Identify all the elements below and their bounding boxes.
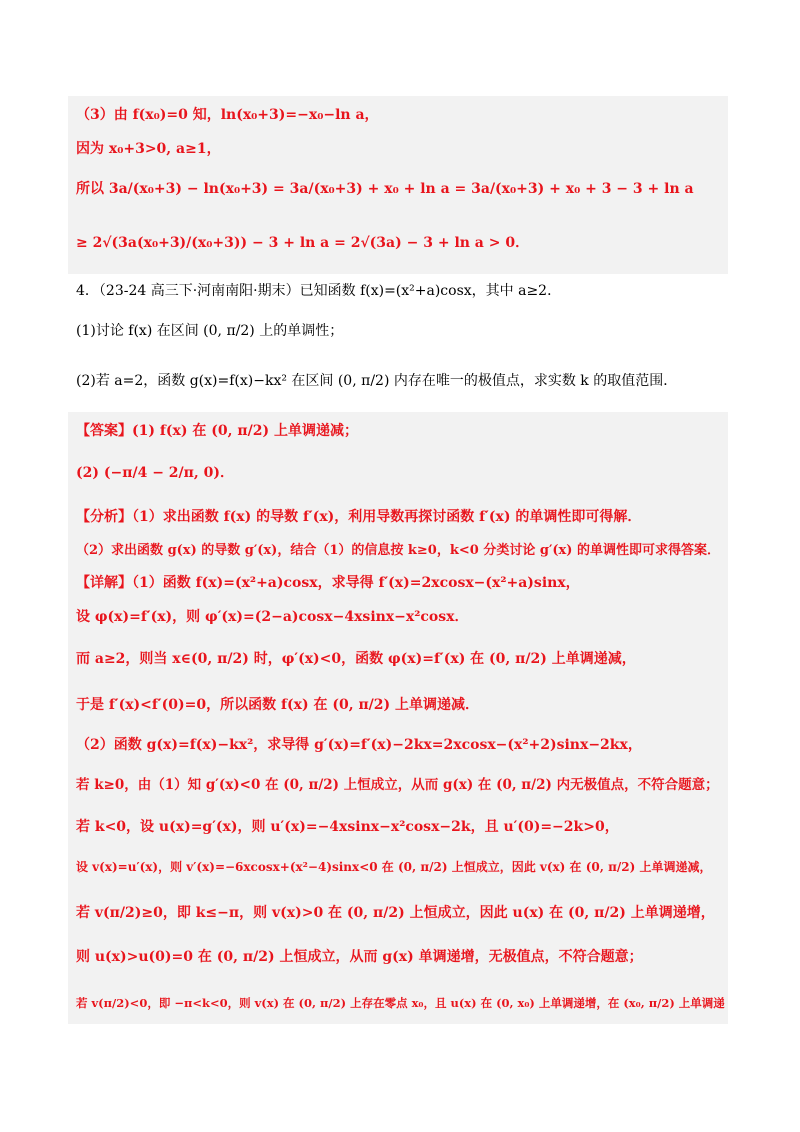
- analysis-line-2: （2）求出函数 g(x) 的导数 g′(x)，结合（1）的信息按 k≥0，k<0 分类讨论 g′(x) 的单调性即可求得答案．: [76, 543, 720, 558]
- solution-shade-bottom: [68, 412, 728, 1024]
- problem-4-part-1: (1)讨论 f(x) 在区间 (0, π/2) 上的单调性；: [76, 323, 344, 339]
- detail-line-2: 设 φ(x)=f′(x)，则 φ′(x)=(2−a)cosx−4xsinx−x²cosx．: [76, 609, 469, 625]
- line-2: 因为 x₀+3>0, a≥1，: [76, 141, 221, 157]
- problem-4-stem: 4．（23-24 高三下·河南南阳·期末）已知函数 f(x)=(x²+a)cosx，其中 a≥2．: [76, 283, 562, 299]
- line-4: ≥ 2√(3a(x₀+3)/(x₀+3)) − 3 + ln a = 2√(3a) − 3 + ln a > 0．: [76, 235, 530, 251]
- line-1: （3）由 f(x₀)=0 知，ln(x₀+3)=−x₀−ln a，: [76, 107, 379, 123]
- detail-line-4: 于是 f′(x)<f′(0)=0，所以函数 f(x) 在 (0, π/2) 上单调递减．: [76, 697, 480, 713]
- detail-line-9: 若 v(π/2)≥0，即 k≤−π，则 v(x)>0 在 (0, π/2) 上恒成立，因此 u(x) 在 (0, π/2) 上单调递增，: [76, 905, 715, 921]
- detail-line-7: 若 k<0，设 u(x)=g′(x)，则 u′(x)=−4xsinx−x²cosx−2k，且 u′(0)=−2k>0，: [76, 819, 619, 835]
- answer-line-2: (2) (−π/4 − 2/π, 0)．: [76, 465, 235, 481]
- analysis-line-1: 【分析】（1）求出函数 f(x) 的导数 f′(x)，利用导数再探讨函数 f′(x) 的单调性即可得解．: [76, 509, 642, 525]
- detail-line-5: （2）函数 g(x)=f(x)−kx²，求导得 g′(x)=f′(x)−2kx=2xcosx−(x²+2)sinx−2kx，: [76, 737, 642, 753]
- detail-line-6: 若 k≥0，由（1）知 g′(x)<0 在 (0, π/2) 上恒成立，从而 g(x) 在 (0, π/2) 内无极值点，不符合题意；: [76, 777, 719, 793]
- problem-4-part-2: (2)若 a=2，函数 g(x)=f(x)−kx² 在区间 (0, π/2) 内存在唯一的极值点，求实数 k 的取值范围．: [76, 373, 678, 389]
- detail-line-8: 设 v(x)=u′(x)，则 v′(x)=−6xcosx+(x²−4)sinx<0 在 (0, π/2) 上恒成立，因此 v(x) 在 (0, π/2) 上单调递减，: [76, 860, 712, 874]
- line-3: 所以 3a/(x₀+3) − ln(x₀+3) = 3a/(x₀+3) + x₀ + ln a = 3a/(x₀+3) + x₀ + 3 − 3 + ln a: [76, 181, 694, 197]
- detail-line-11: 若 v(π/2)<0，即 −π<k<0，则 v(x) 在 (0, π/2) 上存在零点 x₀，且 u(x) 在 (0, x₀) 上单调递增，在 (x₀, π/2) 上单调递: [76, 996, 725, 1010]
- detail-line-1: 【详解】（1）函数 f(x)=(x²+a)cosx，求导得 f′(x)=2xcosx−(x²+a)sinx，: [76, 575, 580, 591]
- detail-line-3: 而 a≥2，则当 x∈(0, π/2) 时，φ′(x)<0，函数 φ(x)=f′(x) 在 (0, π/2) 上单调递减，: [76, 651, 636, 667]
- detail-line-10: 则 u(x)>u(0)=0 在 (0, π/2) 上恒成立，从而 g(x) 单调递增，无极值点，不符合题意；: [76, 949, 643, 965]
- answer-line-1: 【答案】(1) f(x) 在 (0, π/2) 上单调递减；: [76, 423, 358, 439]
